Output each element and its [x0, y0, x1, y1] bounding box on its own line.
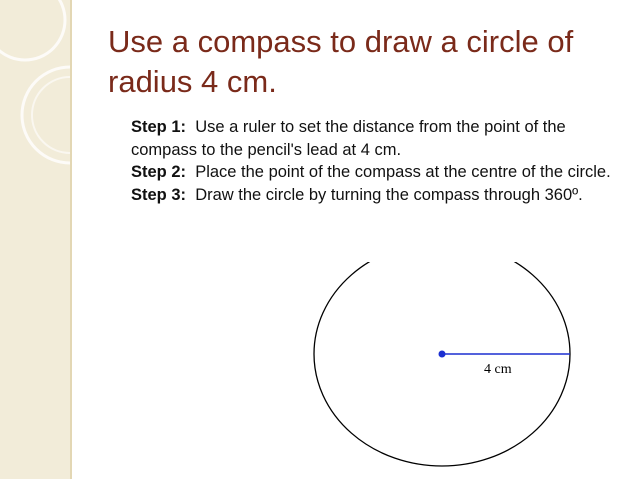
step-3-label: Step 3: [131, 185, 187, 204]
sidebar-rings-icon [0, 0, 70, 479]
steps-list [131, 116, 631, 206]
slide-title: Use a compass to draw a circle of radius 4 cm. [108, 24, 574, 99]
step-2-text: Place the point of the compass at the centre of the circle. [195, 163, 611, 181]
sidebar-divider [70, 0, 72, 479]
step-3 [131, 184, 631, 207]
step-3-text: Draw the circle by turning the compass through 360º. [195, 185, 583, 204]
step-1-label: Step 1: [131, 118, 187, 136]
decorative-sidebar [0, 0, 70, 479]
step-2-label: Step 2: [131, 163, 187, 181]
center-point [439, 351, 446, 358]
circle-diagram [300, 262, 590, 472]
step-1 [131, 116, 631, 161]
step-1-text: Use a ruler to set the distance from the point of the compass to the pencil's lead at 4 cm. [131, 118, 566, 159]
circle-outline [314, 262, 570, 466]
step-2 [131, 161, 631, 184]
radius-label: 4 cm [484, 362, 512, 377]
